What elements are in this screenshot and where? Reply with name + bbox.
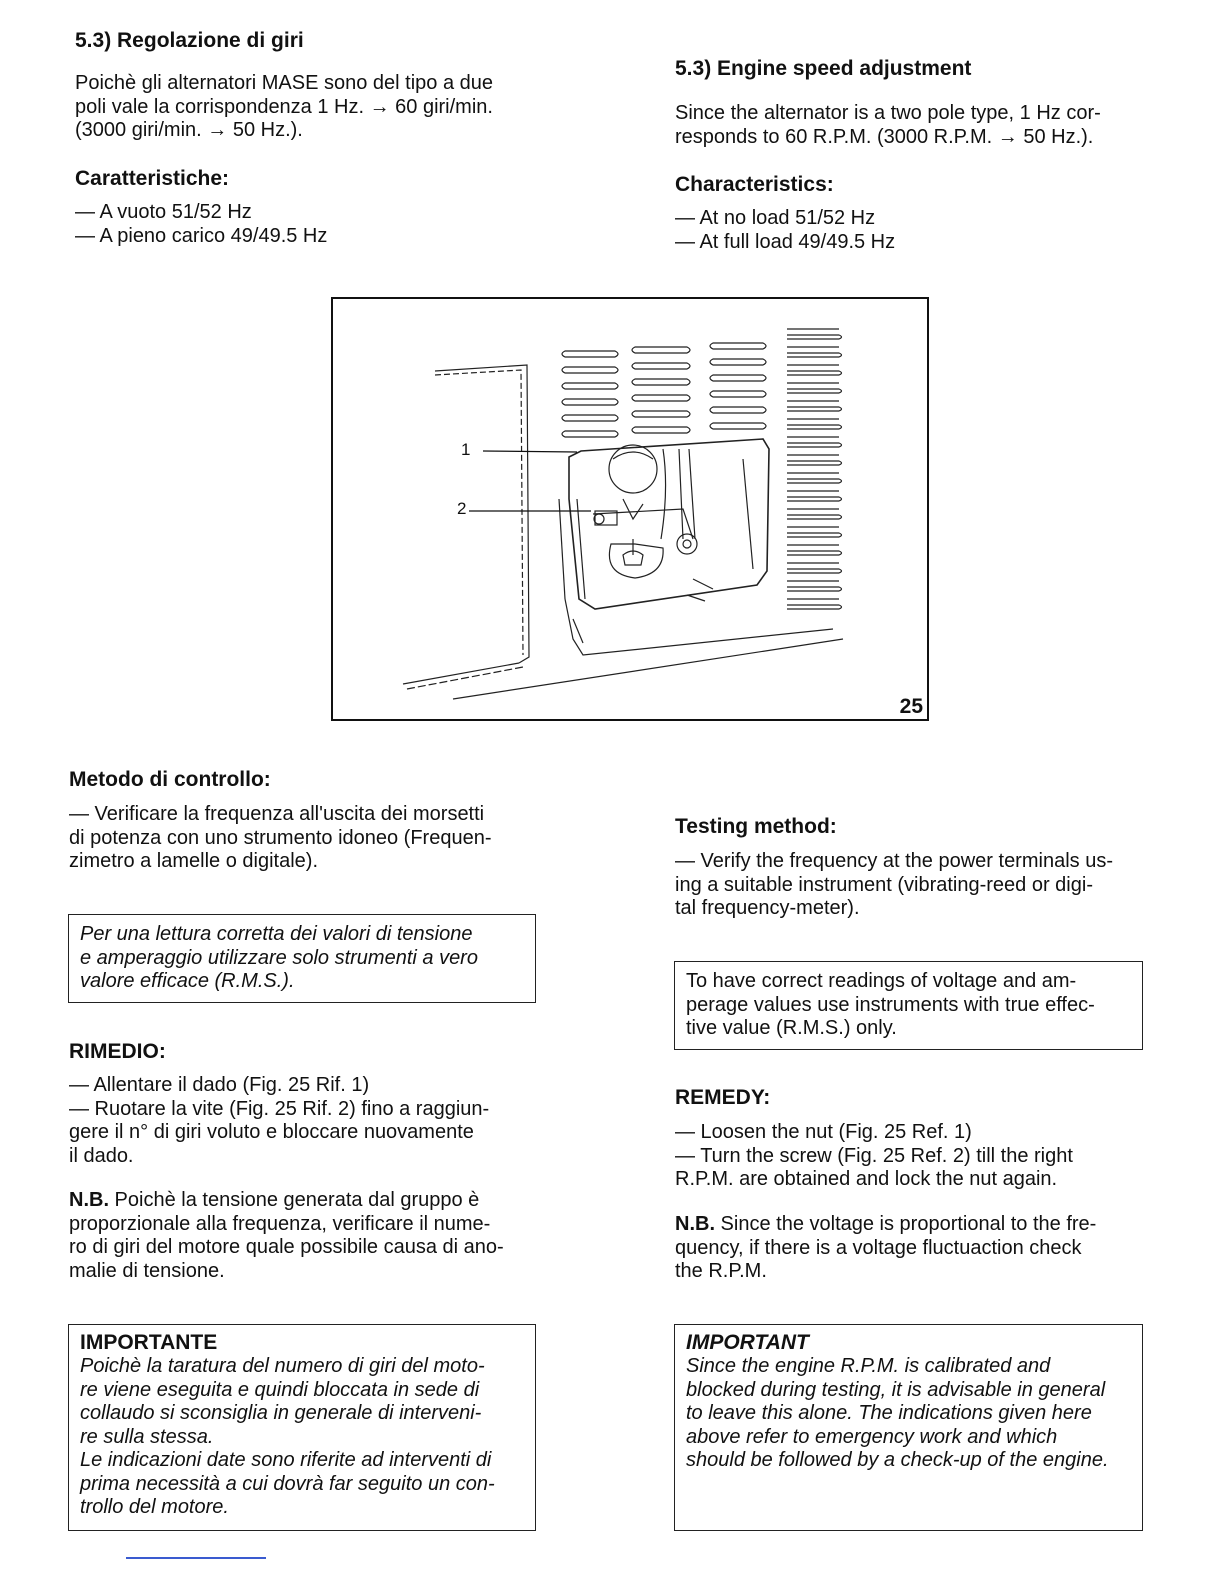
right-characteristics bbox=[675, 207, 895, 254]
ref-1-leader bbox=[483, 451, 577, 452]
right-important-box bbox=[674, 1324, 1143, 1531]
left-important-line: Le indicazioni date sono riferite ad interventi di bbox=[80, 1449, 492, 1471]
left-important-box bbox=[68, 1324, 536, 1531]
left-important-title: IMPORTANTE bbox=[80, 1331, 218, 1354]
figure-25 bbox=[331, 297, 929, 721]
right-nb-first-line: Since the voltage is proportional to the fre- bbox=[715, 1213, 1097, 1235]
right-note-line: perage values use instruments with true effec- bbox=[686, 993, 1095, 1016]
left-nb-line: proporzionale alla frequenza, verificare il nume- bbox=[69, 1212, 491, 1235]
right-important-line: blocked during testing, it is advisable in general bbox=[686, 1378, 1106, 1401]
right-important-line: above refer to emergency work and which bbox=[686, 1425, 1058, 1448]
left-important-line: trollo del motore. bbox=[80, 1496, 229, 1518]
right-nb-label: N.B. bbox=[675, 1213, 715, 1235]
right-method-title: Testing method: bbox=[675, 815, 837, 838]
left-remedy-line: — Allentare il dado (Fig. 25 Rif. 1) bbox=[69, 1074, 370, 1096]
right-section-title: 5.3) Engine speed adjustment bbox=[675, 57, 972, 80]
left-remedy-line: il dado. bbox=[69, 1144, 134, 1167]
left-nb-label: N.B. bbox=[69, 1189, 109, 1211]
right-important-line: should be followed by a check-up of the engine. bbox=[686, 1449, 1109, 1471]
figure-number: 25 bbox=[899, 695, 923, 718]
left-nb-line: ro di giri del motore quale possibile causa di ano- bbox=[69, 1236, 504, 1258]
right-important-line: to leave this alone. The indications given here bbox=[686, 1402, 1092, 1424]
left-method-text bbox=[69, 803, 492, 874]
left-important-line: Poichè la taratura del numero di giri del moto- bbox=[80, 1355, 485, 1377]
left-characteristics-title: Caratteristiche: bbox=[75, 167, 230, 190]
left-section-title: 5.3) Regolazione di giri bbox=[75, 29, 304, 52]
left-nb-first-line: Poichè la tensione generata dal gruppo è bbox=[109, 1189, 480, 1211]
right-nb-line: the R.P.M. bbox=[675, 1260, 767, 1282]
left-characteristic-item: — A pieno carico 49/49.5 Hz bbox=[75, 224, 328, 247]
left-method-line: di potenza con uno strumento idoneo (Frequen- bbox=[69, 826, 492, 849]
left-intro bbox=[75, 72, 493, 143]
right-characteristic-item: — At full load 49/49.5 Hz bbox=[675, 230, 896, 253]
ref-label-1: 1 bbox=[461, 440, 471, 459]
left-note-line: e amperaggio utilizzare solo strumenti a vero bbox=[80, 946, 478, 969]
right-remedy-text bbox=[675, 1121, 1073, 1192]
left-method-line: — Verificare la frequenza all'uscita dei morsetti bbox=[69, 803, 485, 825]
left-remedy-text bbox=[69, 1074, 489, 1168]
left-method-title: Metodo di controllo: bbox=[69, 768, 271, 791]
right-important-title: IMPORTANT bbox=[686, 1331, 809, 1354]
left-nb-line: malie di tensione. bbox=[69, 1259, 225, 1282]
left-intro-line: poli vale la corrispondenza 1 Hz. → 60 giri/min. bbox=[75, 95, 493, 118]
right-intro bbox=[675, 102, 1101, 149]
right-intro-line: Since the alternator is a two pole type, 1 Hz cor- bbox=[675, 102, 1101, 124]
left-nb bbox=[69, 1189, 504, 1283]
right-remedy-line: — Turn the screw (Fig. 25 Ref. 2) till the right bbox=[675, 1144, 1073, 1167]
left-note-line: Per una lettura corretta dei valori di tensione bbox=[80, 923, 473, 945]
right-method-line: ing a suitable instrument (vibrating-reed or digi- bbox=[675, 873, 1093, 896]
footer-rule bbox=[126, 1557, 266, 1559]
right-nb-line: quency, if there is a voltage fluctuaction check bbox=[675, 1236, 1082, 1259]
right-method-line: tal frequency-meter). bbox=[675, 897, 860, 919]
left-important-line: re viene eseguita e quindi bloccata in sede di bbox=[80, 1378, 480, 1401]
right-nb bbox=[675, 1213, 1096, 1284]
ref-label-2: 2 bbox=[457, 499, 467, 518]
left-intro-line: (3000 giri/min. → 50 Hz.). bbox=[75, 119, 303, 141]
engine-illustration bbox=[333, 299, 927, 719]
right-remedy-title: REMEDY: bbox=[675, 1086, 771, 1109]
right-intro-line: responds to 60 R.P.M. (3000 R.P.M. → 50 Hz.). bbox=[675, 125, 1094, 148]
right-note-line: tive value (R.M.S.) only. bbox=[686, 1017, 897, 1039]
left-characteristics bbox=[75, 201, 327, 248]
left-intro-line: Poichè gli alternatori MASE sono del tipo a due bbox=[75, 72, 494, 94]
left-important-line: prima necessità a cui dovrà far seguito un con- bbox=[80, 1472, 495, 1495]
left-note-line: valore efficace (R.M.S.). bbox=[80, 970, 295, 992]
right-method-text bbox=[675, 850, 1113, 921]
right-remedy-line: R.P.M. are obtained and lock the nut again. bbox=[675, 1168, 1058, 1190]
left-important-line: re sulla stessa. bbox=[80, 1425, 214, 1448]
right-characteristics-title: Characteristics: bbox=[675, 173, 834, 196]
left-remedy-title: RIMEDIO: bbox=[69, 1040, 166, 1063]
right-characteristic-item: — At no load 51/52 Hz bbox=[675, 207, 876, 229]
right-note-box bbox=[674, 961, 1143, 1050]
left-important-line: collaudo si sconsiglia in generale di interveni- bbox=[80, 1402, 482, 1424]
right-note-line: To have correct readings of voltage and am- bbox=[686, 970, 1077, 992]
left-remedy-line: gere il n° di giri voluto e bloccare nuovamente bbox=[69, 1121, 474, 1143]
right-method-line: — Verify the frequency at the power terminals us- bbox=[675, 850, 1113, 872]
right-remedy-line: — Loosen the nut (Fig. 25 Ref. 1) bbox=[675, 1121, 972, 1143]
right-important-line: Since the engine R.P.M. is calibrated and bbox=[686, 1355, 1051, 1377]
left-note-box bbox=[68, 914, 536, 1003]
left-method-line: zimetro a lamelle o digitale). bbox=[69, 850, 318, 872]
left-remedy-line: — Ruotare la vite (Fig. 25 Rif. 2) fino a raggiun- bbox=[69, 1097, 490, 1120]
left-characteristic-item: — A vuoto 51/52 Hz bbox=[75, 201, 252, 223]
